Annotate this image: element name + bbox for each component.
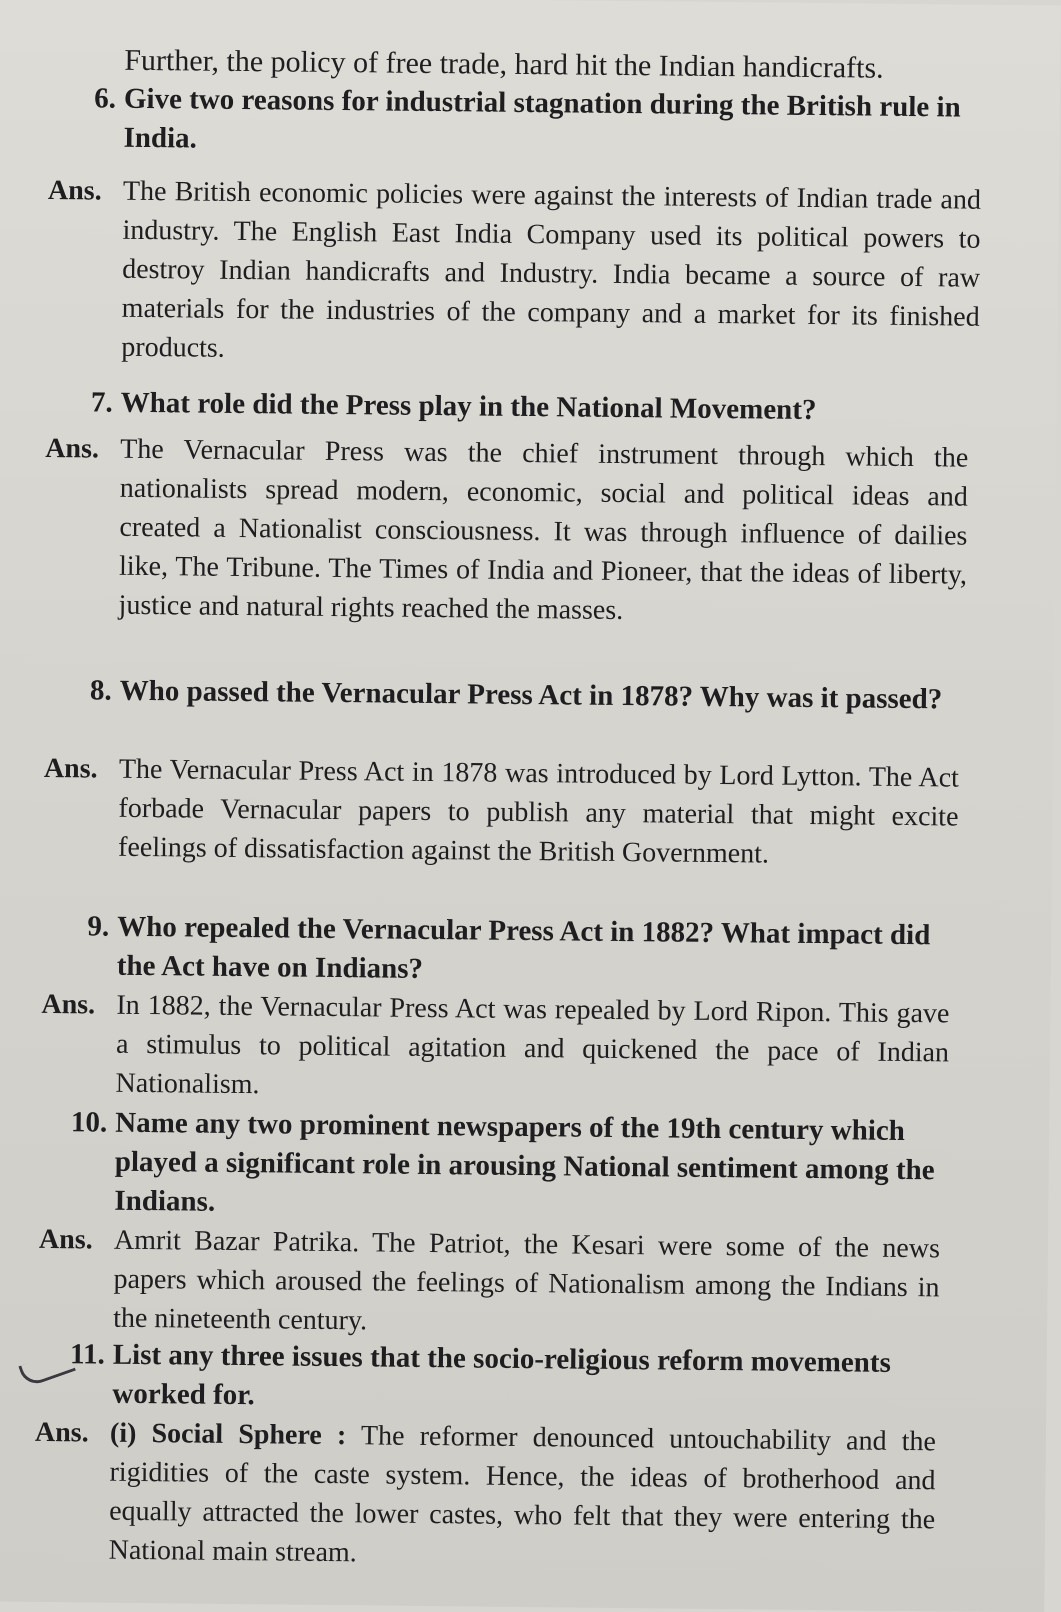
answer-text bbox=[109, 1414, 937, 1579]
answer-label: Ans. bbox=[41, 988, 96, 1021]
question-number: 10. bbox=[70, 1106, 108, 1139]
question-7 bbox=[90, 384, 981, 432]
answer-7 bbox=[45, 430, 969, 634]
answer-label: Ans. bbox=[38, 1223, 93, 1256]
answer-text: The British economic policies were against the interests of Indian trade and industry. The English East India Company used its political powers to destroy Indian handicrafts and Industry. India became a source of raw materials for the industries of the company and a market for its finished products. bbox=[121, 175, 982, 364]
answer-label: Ans. bbox=[47, 174, 102, 207]
question-text: Who repealed the Vernacular Press Act in 1882? What impact did the Act have on Indians? bbox=[116, 910, 931, 985]
answer-subheading: (i) Social Sphere : bbox=[109, 1417, 347, 1452]
question-text: What role did the Press play in the National Movement? bbox=[120, 386, 817, 427]
intro-line: Further, the policy of free trade, hard hit the Indian handicrafts. bbox=[124, 43, 884, 85]
answer-10 bbox=[38, 1221, 941, 1347]
question-number: 9. bbox=[87, 910, 110, 943]
answer-label: Ans. bbox=[34, 1416, 89, 1449]
answer-text: The Vernacular Press Act in 1878 was introduced by Lord Lytton. The Act forbade Vernacular papers to publish any material that might excite feelings of dissatisfaction against the British Government. bbox=[117, 753, 960, 870]
question-number: 7. bbox=[90, 386, 113, 419]
answer-text: Amrit Bazar Patrika. The Patriot, the Kesari were some of the news papers which aroused the feelings of Nationalism among the Indians in the nineteenth century. bbox=[113, 1224, 941, 1337]
answer-label: Ans. bbox=[45, 432, 100, 465]
answer-body: The reformer denounced untouchability and the rigidities of the caste system. Hence, the ideas of brotherhood and equally attracted the lower castes, who felt that they were entering the National main stream. bbox=[108, 1420, 937, 1569]
question-9 bbox=[87, 908, 958, 995]
question-number: 6. bbox=[94, 82, 117, 115]
question-8 bbox=[89, 672, 968, 720]
answer-8 bbox=[43, 750, 960, 876]
question-text: Who passed the Vernacular Press Act in 1878? Why was it passed? bbox=[119, 674, 943, 716]
question-11 bbox=[69, 1336, 939, 1423]
answer-text: The Vernacular Press was the chief instrument through which the nationalists spread modern, economic, social and political ideas and created a Nationalist consciousness. It was through influence of dailies like, The Tribune. The Times of India and Pioneer, that the ideas of liberty, justice and natural rights reached the masses. bbox=[118, 433, 969, 627]
question-text: List any three issues that the socio-religious reform movements worked for. bbox=[112, 1338, 891, 1412]
answer-6 bbox=[47, 172, 982, 376]
answer-label: Ans. bbox=[43, 752, 98, 785]
question-text: Name any two prominent newspapers of the 19th century which played a significant role in arousing National sentiment among the Indians. bbox=[114, 1106, 935, 1218]
answer-11 bbox=[34, 1414, 937, 1579]
answer-9 bbox=[41, 986, 950, 1112]
question-number: 11. bbox=[69, 1338, 105, 1371]
question-6 bbox=[94, 80, 984, 167]
question-number: 8. bbox=[89, 674, 112, 707]
question-text: Give two reasons for industrial stagnation during the British rule in India. bbox=[123, 82, 961, 155]
question-10 bbox=[70, 1104, 948, 1230]
answer-text: In 1882, the Vernacular Press Act was repealed by Lord Ripon. This gave a stimulus to political agitation and quickened the pace of Indian Nationalism. bbox=[115, 989, 950, 1101]
